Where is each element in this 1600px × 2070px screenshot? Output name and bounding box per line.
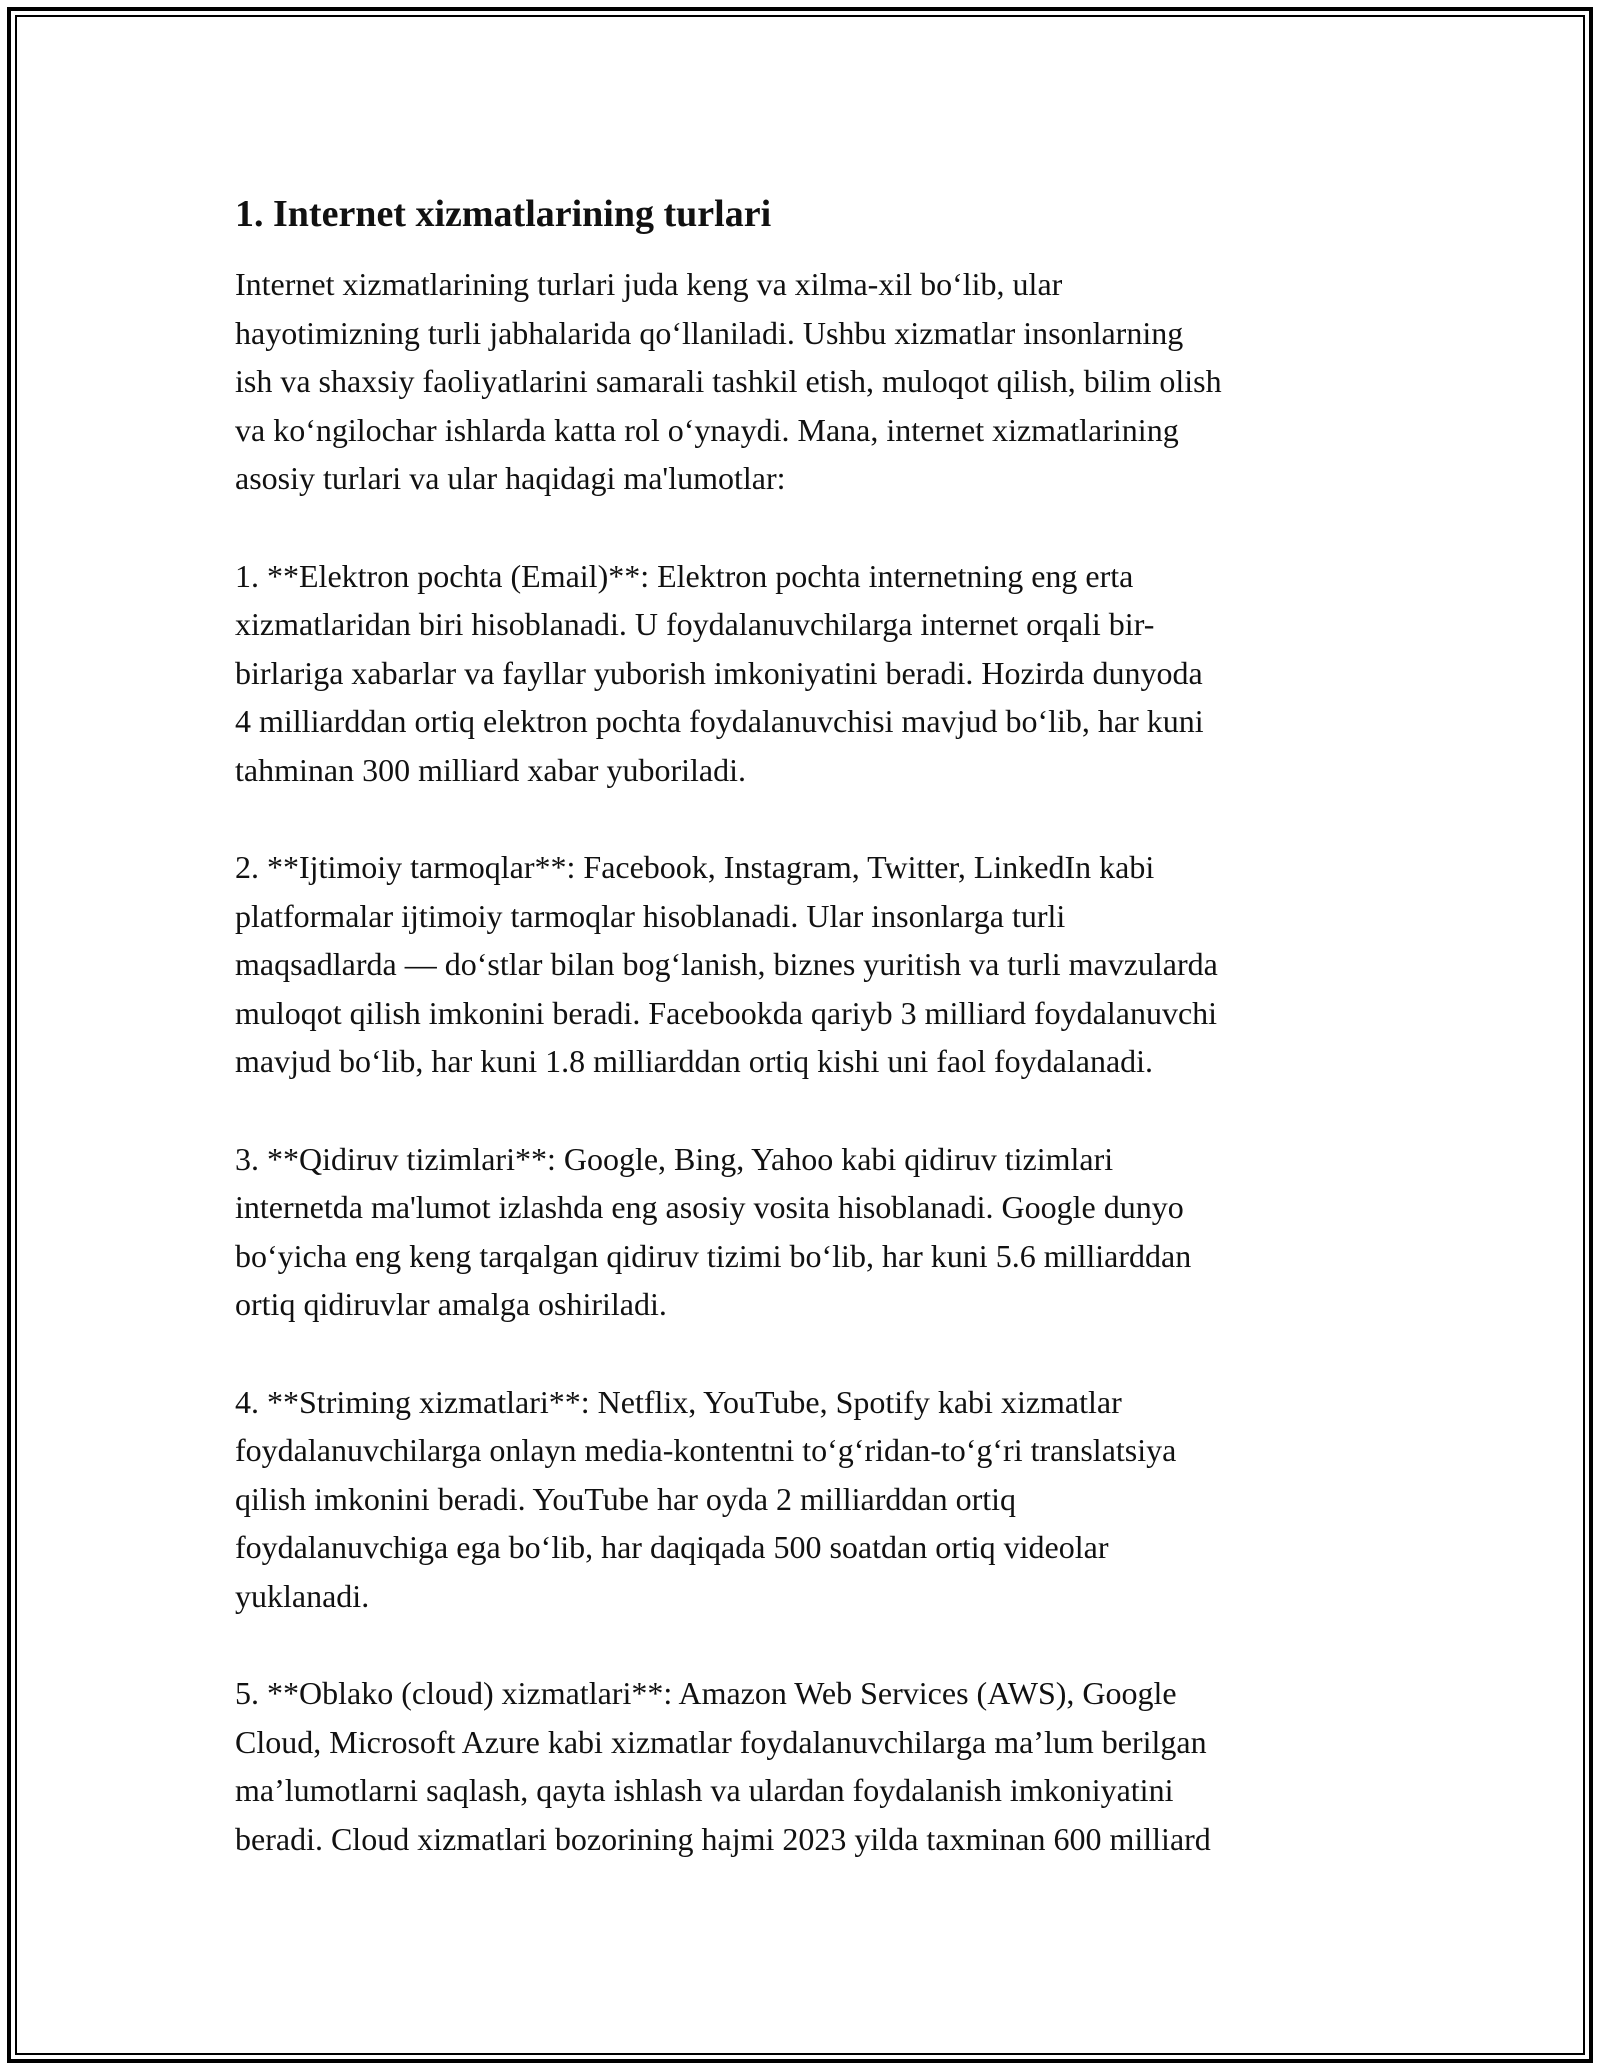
document-body <box>235 188 1375 1912</box>
text-line: foydalanuvchiga ega bo‘lib, har daqiqada 500 soatdan ortiq videolar <box>235 1529 1109 1565</box>
streaming-paragraph <box>235 1378 1375 1621</box>
text-line: 5. **Oblako (cloud) xizmatlari**: Amazon Web Services (AWS), Google <box>235 1675 1177 1711</box>
text-line: mavjud bo‘lib, har kuni 1.8 milliarddan ortiq kishi uni faol foydalanadi. <box>235 1043 1154 1079</box>
text-line: birlariga xabarlar va fayllar yuborish imkoniyatini beradi. Hozirda dunyoda <box>235 654 1203 691</box>
text-line: 1. **Elektron pochta (Email)**: Elektron pochta internetning eng erta <box>235 557 1134 594</box>
text-line: internetda ma'lumot izlashda eng asosiy vosita hisoblanadi. Google dunyo <box>235 1189 1184 1225</box>
text-line: Internet xizmatlarining turlari juda keng va xilma-xil bo‘lib, ular <box>235 266 1063 302</box>
text-line: tahminan 300 milliard xabar yuboriladi. <box>235 751 746 788</box>
text-line: xizmatlaridan biri hisoblanadi. U foydalanuvchilarga internet orqali bir- <box>235 606 1155 642</box>
text-line: 4 milliarddan ortiq elektron pochta foydalanuvchisi mavjud bo‘lib, har kuni <box>235 703 1204 739</box>
text-line: muloqot qilish imkonini beradi. Facebookda qariyb 3 milliard foydalanuvchi <box>235 994 1218 1031</box>
text-line: ma’lumotlarni saqlash, qayta ishlash va ulardan foydalanish imkoniyatini <box>235 1772 1174 1808</box>
cloud-paragraph <box>235 1669 1375 1863</box>
search-engines-paragraph <box>235 1135 1375 1329</box>
paragraph-list <box>235 260 1375 1863</box>
text-line: qilish imkonini beradi. YouTube har oyda 2 milliarddan ortiq <box>235 1480 1016 1517</box>
text-line: bo‘yicha eng keng tarqalgan qidiruv tizimi bo‘lib, har kuni 5.6 milliarddan <box>235 1237 1192 1274</box>
text-line: asosiy turlari va ular haqidagi ma'lumotlar: <box>235 460 786 496</box>
email-paragraph <box>235 552 1375 795</box>
text-line: ortiq qidiruvlar amalga oshiriladi. <box>235 1286 667 1322</box>
section-heading: 1. Internet xizmatlarining turlari <box>235 193 772 235</box>
social-networks-paragraph <box>235 843 1375 1086</box>
text-line: va ko‘ngilochar ishlarda katta rol o‘ynaydi. Mana, internet xizmatlarining <box>235 411 1179 448</box>
text-line: maqsadlarda — do‘stlar bilan bog‘lanish, biznes yuritish va turli mavzularda <box>235 946 1218 982</box>
text-line: Cloud, Microsoft Azure kabi xizmatlar foydalanuvchilarga ma’lum berilgan <box>235 1723 1207 1760</box>
text-line: 3. **Qidiruv tizimlari**: Google, Bing, Yahoo kabi qidiruv tizimlari <box>235 1140 1114 1177</box>
text-line: 2. **Ijtimoiy tarmoqlar**: Facebook, Instagram, Twitter, LinkedIn kabi <box>235 849 1155 885</box>
text-line: platformalar ijtimoiy tarmoqlar hisoblanadi. Ular insonlarga turli <box>235 897 1066 934</box>
intro-paragraph <box>235 260 1375 503</box>
text-line: yuklanadi. <box>235 1577 370 1614</box>
text-line: ish va shaxsiy faoliyatlarini samarali tashkil etish, muloqot qilish, bilim olish <box>235 363 1222 399</box>
text-line: beradi. Cloud xizmatlari bozorining hajmi 2023 yilda taxminan 600 milliard <box>235 1820 1211 1857</box>
text-line: hayotimizning turli jabhalarida qo‘llaniladi. Ushbu xizmatlar insonlarning <box>235 314 1184 351</box>
text-line: 4. **Striming xizmatlari**: Netflix, YouTube, Spotify kabi xizmatlar <box>235 1383 1122 1420</box>
text-line: foydalanuvchilarga onlayn media-kontentni to‘g‘ridan-to‘g‘ri translatsiya <box>235 1432 1177 1468</box>
